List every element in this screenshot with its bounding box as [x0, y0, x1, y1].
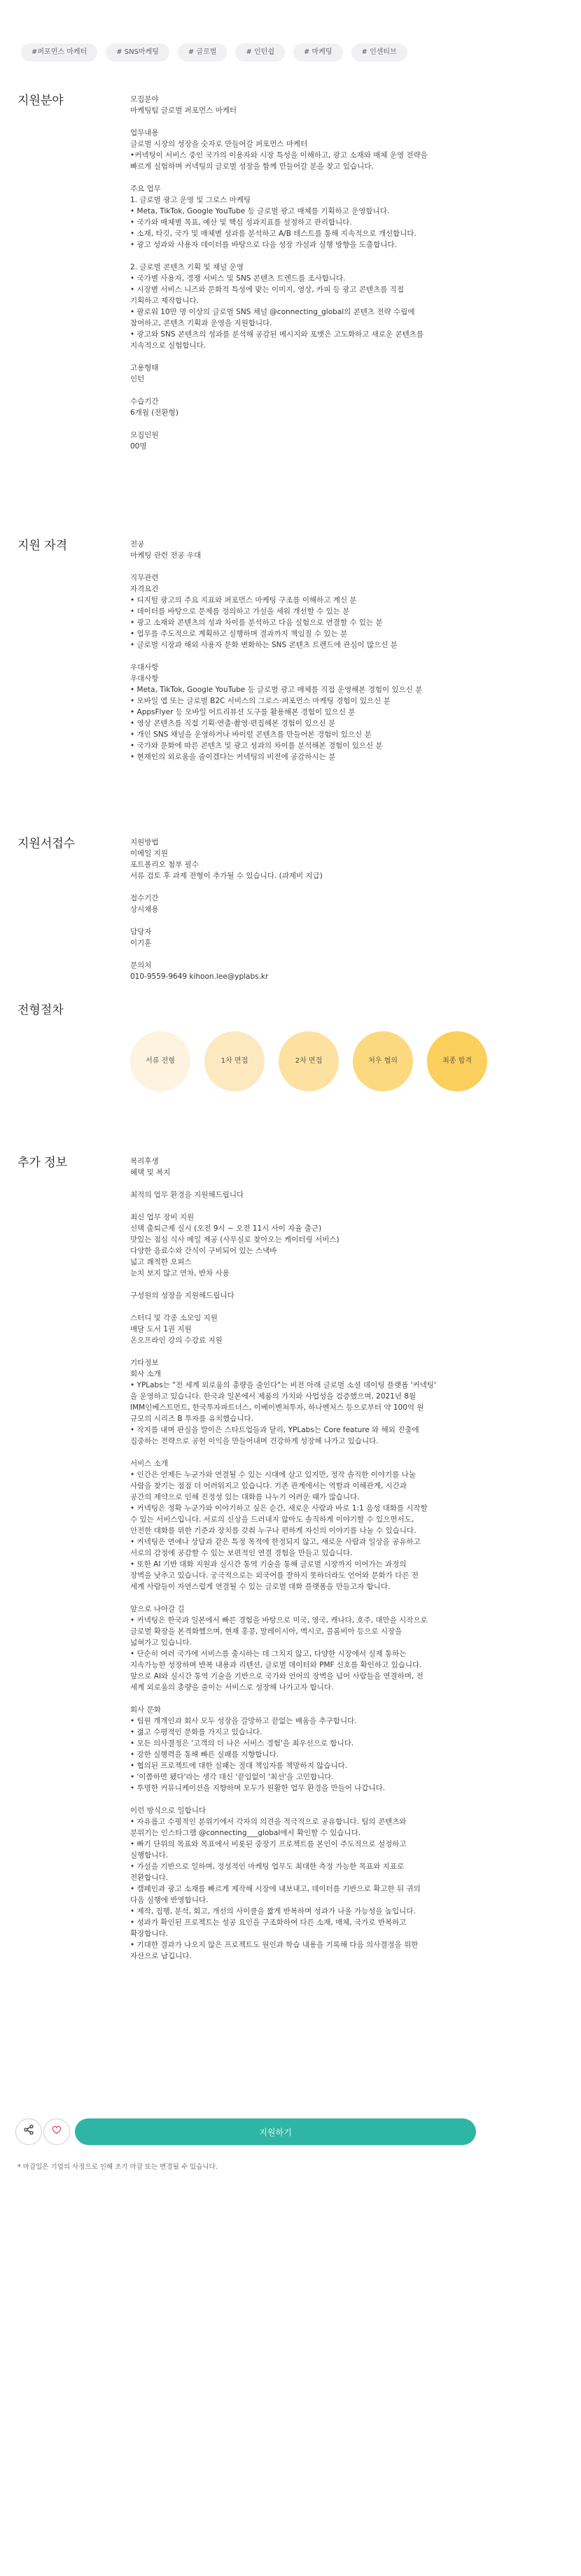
bullet-item: • 국가별 사용자, 경쟁 서비스 및 SNS 콘텐츠 트렌드를 조사합니다. — [130, 273, 494, 284]
text-line: IMM인베스트먼트, 한국투자파트너스, 이베이벤쳐투자, 하나벤처스 등으로부터 약 100억 원 — [130, 1403, 424, 1412]
process-step: 서류 전형 — [130, 1031, 190, 1091]
text-line: 자격요건 — [130, 585, 159, 593]
text-line: 마케팅 관련 전공 우대 — [130, 551, 202, 560]
text-line: 선택 출퇴근제 실시 (오전 9시 ~ 오전 11시 사이 자율 출근) — [130, 1224, 322, 1233]
bullet-item: • Meta, TikTok, Google YouTube 등 글로벌 광고 매체를 기획하고 운영합니다. — [130, 206, 494, 217]
text-line: 혜택 및 복지 — [130, 1168, 171, 1177]
text-line: 실행합니다. — [130, 1851, 169, 1860]
bullet-item: • 광고와 SNS 콘텐츠의 성과를 분석해 공감된 메시지와 포맷은 고도화하고 새로운 콘텐츠를 — [130, 329, 494, 340]
bullet-item: • 강한 실행력을 통해 빠른 실패를 지향합니다. — [130, 1749, 494, 1760]
section-title: 전형절차 — [18, 1003, 64, 1017]
bullet-item: • 영상 콘텐츠를 직접 기획·연출·촬영·편집해본 경험이 있으신 분 — [130, 718, 494, 729]
bullet-item: • 투명한 커뮤니케이션을 지향하며 모두가 원활한 업무 환경을 만들어 나갑니다. — [130, 1783, 494, 1794]
section-body — [130, 539, 494, 774]
info-block — [130, 183, 494, 250]
bullet-item: • 데이터를 바탕으로 문제를 정의하고 가설을 세워 개선할 수 있는 분 — [130, 606, 494, 617]
text-line: 확장합니다. — [130, 1930, 169, 1938]
info-block — [130, 960, 494, 982]
text-line: 서로의 감정에 공감할 수 있는 보편적인 연결 경험을 만들고 있습니다. — [130, 1549, 353, 1557]
info-block — [130, 572, 494, 651]
text-line: 회사 소개 — [130, 1370, 161, 1378]
bullet-item: • 자유롭고 수평적인 분위기에서 각자의 의견을 적극적으로 공유합니다. 팀의 콘텐츠와 — [130, 1816, 494, 1827]
text-line: 010-9559-9649 kihoon.lee@yplabs.kr — [130, 972, 269, 981]
process-step: 처우 협의 — [353, 1031, 413, 1091]
info-block — [130, 1458, 494, 1592]
info-block — [130, 430, 494, 452]
share-button[interactable] — [15, 2118, 42, 2145]
text-line: 모집분야 — [130, 95, 159, 104]
text-line: 서류 검토 후 과제 전형이 추가될 수 있습니다. (과제비 지급) — [130, 872, 323, 880]
text-line: 6개월 (전환형) — [130, 409, 178, 417]
bullet-item: • 빠기 단위의 목표와 목표에서 비롯된 중장기 프로젝트를 본인이 주도적으로 설정하고 — [130, 1839, 494, 1850]
text-line: 회사 문화 — [130, 1706, 161, 1714]
text-line: 모집인원 — [130, 431, 159, 439]
info-block — [130, 262, 494, 351]
section-title: 지원서접수 — [18, 837, 76, 851]
text-line: 지속적으로 실험합니다. — [130, 341, 206, 350]
bullet-item: • 또한 AI 기반 대화 지원과 실시간 통역 기술을 통해 글로벌 시장까지 이어가는 과정의 — [130, 1559, 494, 1570]
text-line: 전공 — [130, 540, 145, 549]
bullet-item: • 작지를 내며 판실을 발이은 스타트업들과 달리, YPLabs는 Core feature 와 해외 진출에 — [130, 1424, 494, 1436]
bullet-item: • 광고 소재와 콘텐츠의 성과 차이를 분석하고 다음 실험으로 연결할 수 있는 분 — [130, 617, 494, 628]
text-line: 다음 실행에 반영합니다. — [130, 1896, 209, 1904]
info-block — [130, 1290, 494, 1301]
text-line: 앞으로 나아갈 길 — [130, 1605, 185, 1613]
tag-chip[interactable]: # SNS마케팅 — [106, 43, 169, 62]
bullet-item: • 기대한 결과가 나오지 않은 프로젝트도 원인과 학습 내용을 기록해 다음 의사결정을 위한 — [130, 1939, 494, 1951]
text-line: 빠르게 실험하며 커넥팅의 글로벌 성장을 함께 만들어갈 분을 찾고 있습니다. — [130, 162, 374, 171]
tag-chip[interactable]: # 인센티브 — [351, 43, 407, 62]
bullet-item: • 업무를 주도적으로 계획하고 실행하며 결과까지 책임질 수 있는 분 — [130, 628, 494, 639]
text-line: 다양한 음료수와 간식이 구비되어 있는 스낵바 — [130, 1247, 277, 1255]
apply-button[interactable]: 지원하기 — [75, 2118, 476, 2145]
section-body — [130, 1156, 494, 1973]
info-block — [130, 1312, 494, 1346]
info-block — [130, 1805, 494, 1962]
text-line: 주요 업무 — [130, 185, 161, 193]
bullet-item: • 국가와 매체별 목표, 예산 및 핵심 성과지표를 설정하고 관리합니다. — [130, 217, 494, 228]
text-line: 지속가능한 성장하며 반복 내용과 리텐션, 글로벌 데이터와 PMF 신호를 확인하고 있습니다. — [130, 1661, 422, 1669]
text-line: 기타정보 — [130, 1359, 159, 1367]
info-block — [130, 539, 494, 561]
text-line: 온오프라인 강의 수강료 지원 — [130, 1336, 223, 1345]
text-line: 인턴 — [130, 375, 145, 383]
bullet-item: • 시장별 서비스 니즈와 문화적 특성에 맞는 이미지, 영상, 카피 등 광고 콘텐츠를 직접 — [130, 284, 494, 295]
bullet-item: • 팀원 개개인과 회사 모두 성장을 갈망하고 끝없는 배움을 추구합니다. — [130, 1715, 494, 1727]
bullet-item: • 모든 의사결정은 '고객의 더 나은 서비스 경험'을 최우선으로 합니다. — [130, 1738, 494, 1749]
text-line: 우대사항 — [130, 674, 159, 683]
text-line: 우대사항 — [130, 663, 159, 672]
text-line: 최적의 업무 환경을 지원해드립니다 — [130, 1191, 244, 1199]
bullet-item: • Meta, TikTok, Google YouTube 등 글로벌 광고 매체를 직접 운영해본 경험이 있으신 분 — [130, 684, 494, 695]
bullet-item: • 인간은 언제든 누군가와 연결될 수 있는 시대에 살고 있지만, 정작 솔직한 이야기를 나눌 — [130, 1469, 494, 1480]
text-line: 참여하고, 콘텐츠 기획과 운영을 지원합니다. — [130, 319, 272, 327]
bullet-item: • 국가와 문화에 따른 콘텐츠 및 광고 성과의 차이를 분석해본 경험이 있으신 분 — [130, 740, 494, 751]
text-line: 맛있는 점심 식사 메일 제공 (사무실로 찾아오는 케이터링 서비스) — [130, 1236, 340, 1244]
section-body — [130, 94, 494, 463]
text-line: 이메일 지원 — [130, 849, 169, 858]
section-title: 추가 정보 — [18, 1156, 68, 1170]
text-line: 직무관련 — [130, 574, 159, 582]
text-line: 고용형태 — [130, 364, 159, 372]
text-line: 안전한 대화를 위한 기준과 장치를 갖춰 누구나 편하게 자신의 이야기를 나눌 수 있습니다. — [130, 1527, 416, 1535]
text-line: 글로벌 확장을 본격화했으며, 현재 홍콩, 말레이시아, 멕시코, 콜롬비아 등으로 시장을 — [130, 1627, 402, 1636]
bullet-item: • '이쯤하면 됐다'라는 생각 대신 '끝임없이 '최선'을 고민합니다. — [130, 1771, 494, 1783]
text-line: 글로벌 시장의 성장을 숫자로 만들어갈 퍼포먼스 마케터 — [130, 140, 308, 148]
bullet-item: • 가설을 기반으로 일하며, 정성적인 마케팅 업무도 최대한 측정 가능한 목표와 지표로 — [130, 1861, 494, 1872]
text-line: 담당자 — [130, 928, 152, 936]
bullet-item: • 협의된 프로젝트에 대한 실패는 절대 책임자를 책망하지 않습니다. — [130, 1760, 494, 1771]
text-line: 복리후생 — [130, 1157, 159, 1166]
text-line: 앞으로 AI와 실시간 통역 기술을 기반으로 국가와 언어의 장벽을 넘어 사람들을 연결하며, 전 — [130, 1672, 424, 1680]
bullet-item: • 모바일 앱 또는 글로벌 B2C 서비스의 그로스·퍼포먼스 마케팅 경험이 있으신 분 — [130, 695, 494, 707]
bullet-item: • 글로벌 시장과 해외 사용자 문화 변화하는 SNS 콘텐츠 트렌드에 관심이 많으신 분 — [130, 639, 494, 651]
tag-list — [21, 43, 407, 62]
bullet-item: • AppsFlyer 등 모바일 어트리뷰션 도구를 활용해본 경험이 있으신 분 — [130, 707, 494, 718]
tag-chip[interactable]: # 글로벌 — [178, 43, 227, 62]
text-line: 넓고 쾌적한 오피스 — [130, 1258, 192, 1266]
info-block — [130, 127, 494, 172]
like-button[interactable] — [43, 2118, 70, 2145]
bullet-item: • 성과가 확인된 프로젝트는 성공 요인을 구조화하여 다른 소재, 매체, 국가로 반복하고 — [130, 1917, 494, 1928]
bullet-item: • 캠페인과 광고 소재를 빠르게 제작해 시장에 내보내고, 데이터를 기반으로 확고한 뒤 귀의 — [130, 1883, 494, 1895]
info-block — [130, 926, 494, 949]
info-block — [130, 1212, 494, 1279]
process-step: 최종 합격 — [427, 1031, 487, 1091]
text-line: 눈치 보지 않고 연차, 반차 사용 — [130, 1269, 230, 1278]
action-bar — [0, 2113, 581, 2155]
text-line: 집중하는 전략으로 공헌 이익을 만들어내며 건강하게 성장해 나가고 있습니다. — [130, 1437, 379, 1445]
info-block — [130, 1704, 494, 1794]
heart-icon — [51, 2124, 62, 2139]
text-line: 2. 글로벌 콘텐츠 기획 및 채널 운영 — [130, 263, 244, 271]
text-line: 을 운영하고 있습니다. 한국과 일본에서 제품의 가치와 사업성을 검증했으며, 2021년 8월 — [130, 1392, 416, 1401]
text-line: 세계 외로움의 총량을 줄이는 서비스로 성장해 나가고자 합니다. — [130, 1683, 334, 1692]
text-line: 수 있는 서비스입니다. 서로의 신상을 드러내지 않아도 솔직하게 이야기할 수 있으면서도, — [130, 1515, 414, 1524]
text-line: 자산으로 남깁니다. — [130, 1952, 192, 1960]
bullet-item: • 광고 성과와 사용자 데이터를 바탕으로 다음 성장 가설과 실행 방향을 도출합니다. — [130, 239, 494, 250]
info-block — [130, 1357, 494, 1447]
tag-chip[interactable]: #퍼포먼스 마케터 — [21, 43, 97, 62]
text-line: 포트폴리오 첨부 필수 — [130, 861, 199, 869]
info-block — [130, 662, 494, 763]
text-line: 매달 도서 1권 지원 — [130, 1325, 192, 1333]
info-block — [130, 94, 494, 116]
text-line: 지원방법 — [130, 838, 159, 847]
info-block — [130, 837, 494, 882]
text-line: 접수기간 — [130, 894, 159, 903]
bullet-item: • 개인 SNS 채널을 운영하거나 바이럴 콘텐츠를 만들어본 경험이 있으신 분 — [130, 729, 494, 740]
bullet-item: • 현재인의 외로움을 줄이겠다는 커넥팅의 비전에 공감하시는 분 — [130, 751, 494, 763]
bullet-item: • 젊고 수평적인 문화를 가지고 있습니다. — [130, 1727, 494, 1738]
process-steps — [130, 1031, 487, 1091]
text-line: 마케팅팀 글로벌 퍼포먼스 마케터 — [130, 106, 237, 115]
text-line: 넓혀가고 있습니다. — [130, 1639, 192, 1647]
text-line: 00명 — [130, 442, 147, 451]
info-block — [130, 1189, 494, 1201]
text-line: 상시채용 — [130, 905, 159, 914]
text-line: 최신 업무 장비 지원 — [130, 1213, 195, 1222]
section-body — [130, 837, 494, 993]
text-line: 스터디 및 각종 소모임 지원 — [130, 1314, 218, 1322]
text-line: 업무내용 — [130, 129, 159, 137]
process-step: 2차 면접 — [279, 1031, 339, 1091]
deadline-note: * 마감일은 기업의 사정으로 인해 조기 마감 또는 변경될 수 있습니다. — [18, 2163, 218, 2171]
text-line: 문의처 — [130, 961, 152, 970]
info-block — [130, 1604, 494, 1693]
bullet-item: • 커넥팅은 정확 누군가와 이야기하고 싶은 순간, 새로운 사람과 바로 1:1 음성 대화를 시작할 — [130, 1503, 494, 1514]
text-line: 공간의 제약으로 인해 진정성 있는 대화를 나누기 어려운 때가 많습니다. — [130, 1493, 360, 1501]
bullet-item: • 커넥팅은 연애나 상담과 같은 특정 목적에 한정되지 않고, 새로운 사람과 일상을 공유하고 — [130, 1536, 494, 1548]
bullet-item: • YPLabs는 "전 세계 외로움의 총량을 줄인다"는 비전 아래 글로벌 소셜 데이팅 플랫폼 '커넥팅' — [130, 1380, 494, 1391]
text-line: 세계 사람들이 자연스럽게 연결될 수 있는 글로벌 대화 플랫폼을 만들고자 합니다. — [130, 1583, 391, 1591]
process-step: 1차 면접 — [204, 1031, 265, 1091]
text-line: 이런 방식으로 일합니다 — [130, 1806, 206, 1815]
tag-chip[interactable]: # 인턴쉽 — [235, 43, 285, 62]
text-line: 분위기는 인스타그램 @connecting___global에서 확인할 수 있습니다. — [130, 1829, 361, 1837]
bullet-item: • 단순히 여러 국가에 서비스를 출시하는 데 그치지 않고, 다양한 시장에서 실제 통하는 — [130, 1648, 494, 1659]
text-line: 수습기간 — [130, 397, 159, 406]
text-line: 구성원의 성장을 지원해드립니다 — [130, 1291, 234, 1300]
bullet-item: • 소재, 타깃, 국가 및 매체별 성과를 분석하고 A/B 테스트를 통해 지속적으로 개선합니다. — [130, 228, 494, 239]
info-block — [130, 396, 494, 418]
section-title: 지원 자격 — [18, 539, 68, 553]
text-line: 규모의 시리즈 B 투자를 유치했습니다. — [130, 1415, 254, 1423]
info-block — [130, 362, 494, 385]
text-line: 장벽을 낮추고 있습니다. 궁극적으로는 외국어를 잘하지 못하더라도 언어와 문화가 다른 전 — [130, 1571, 419, 1580]
text-line: 기획하고 제작합니다. — [130, 297, 199, 305]
share-icon — [23, 2124, 34, 2139]
info-block — [130, 893, 494, 915]
text-line: 전환합니다. — [130, 1874, 169, 1882]
bullet-item: • 디지털 광고의 주요 지표와 퍼포먼스 마케팅 구조를 이해하고 계신 분 — [130, 595, 494, 606]
tag-chip[interactable]: # 마케팅 — [293, 43, 343, 62]
bullet-item: • 팔로워 10만 명 이상의 글로벌 SNS 채널 @connecting_global의 콘텐츠 전략 수립에 — [130, 306, 494, 318]
text-line: 1. 글로벌 광고 운영 및 그로스 마케팅 — [130, 196, 251, 204]
text-line: 서비스 소개 — [130, 1459, 169, 1468]
section-title: 지원분야 — [18, 94, 64, 108]
bullet-item: • 제작, 집행, 분석, 회고, 개선의 사이클을 짧게 반복하며 성과가 나올 가능성을 높입니다. — [130, 1906, 494, 1917]
text-line: 사람을 찾기는 점점 더 어려워지고 있습니다. 기존 관계에서는 역할과 이해관계, 시간과 — [130, 1482, 407, 1490]
info-block — [130, 1156, 494, 1178]
text-line: •커넥팅이 서비스 중인 국가의 이용자와 시장 특성을 이해하고, 광고 소재와 매체 운영 전략을 — [130, 151, 428, 160]
text-line: 이기훈 — [130, 939, 152, 947]
bullet-item: • 커넥팅은 한국과 일본에서 빠른 경험을 바탕으로 미국, 영국, 캐나다, 호주, 대만을 시작으로 — [130, 1615, 494, 1626]
